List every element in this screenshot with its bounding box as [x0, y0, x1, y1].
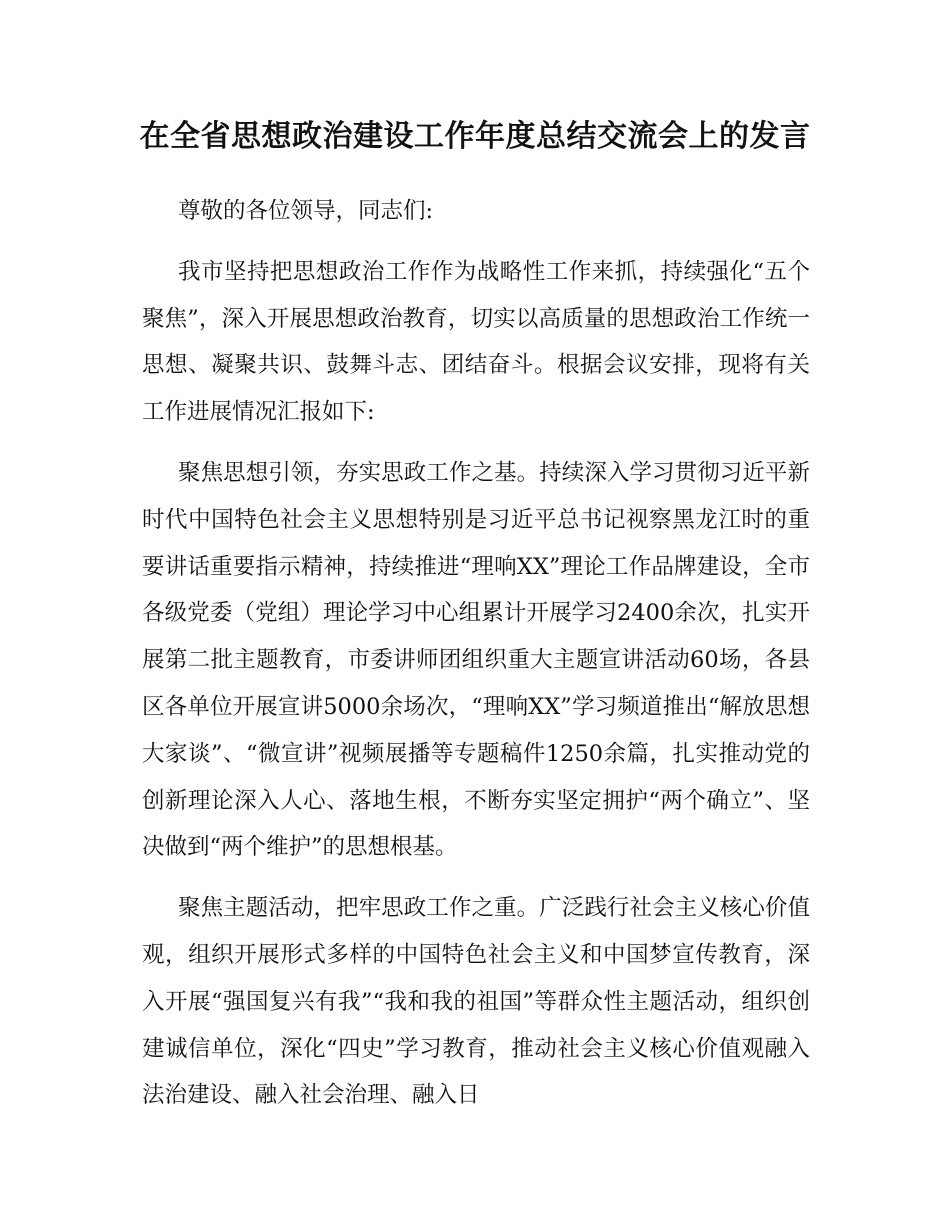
paragraph-theme-activities: 聚焦主题活动，把牢思政工作之重。广泛践行社会主义核心价值观，组织开展形式多样的中国特色社会主义和中国梦宣传教育，深入开展“强国复兴有我”“我和我的祖国”等群众性主题活动，组织创建诚信单位，深化“四史”学习教育，推动社会主义核心价值观融入法治建设、融入社会治理、融入日: [142, 895, 810, 1109]
paragraph-thought-leadership: 聚焦思想引领，夯实思政工作之基。持续深入学习贯彻习近平新时代中国特色社会主义思想特别是习近平总书记视察黑龙江时的重要讲话重要指示精神，持续推进“理响XX”理论工作品牌建设，全市各级党委（党组）理论学习中心组累计开展学习2400余次，扎实开展第二批主题教育，市委讲师团组织重大主题宣讲活动60场，各县区各单位开展宣讲5000余场次，“理响XX”学习频道推出“解放思想大家谈”、“微宣讲”视频展播等专题稿件1250余篇，扎实推动党的创新理论深入人心、落地生根，不断夯实坚定拥护“两个确立”、坚决做到“两个维护”的思想根基。: [142, 459, 810, 861]
paragraph-intro: 我市坚持把思想政治工作作为战略性工作来抓，持续强化“五个聚焦”，深入开展思想政治教育，切实以高质量的思想政治工作统一思想、凝聚共识、鼓舞斗志、团结奋斗。根据会议安排，现将有关工作进展情况汇报如下:: [142, 258, 810, 426]
document-body: [142, 188, 810, 1119]
salutation: 尊敬的各位领导，同志们:: [178, 198, 434, 224]
document-title: 在全省思想政治建设工作年度总结交流会上的发言: [139, 119, 811, 154]
